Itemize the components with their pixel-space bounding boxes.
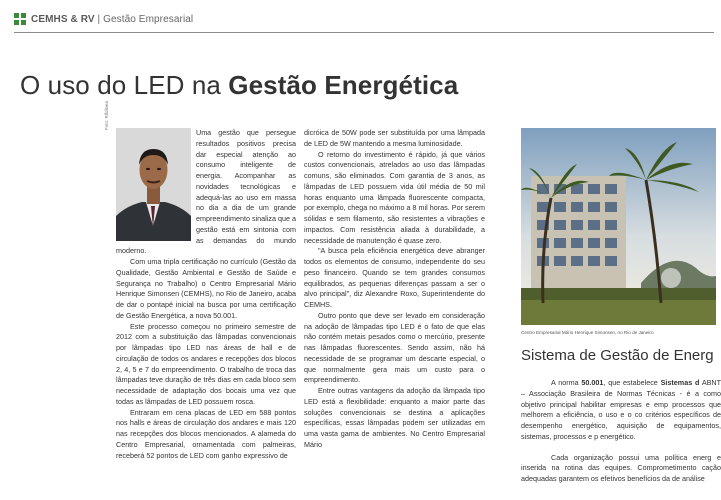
col1-p1-text: Uma gestão que persegue resultados positivos precisa dar especial atenção ao consumo inteligente de energia. Acompanhar as novidades tecnológicas e adequá-las ao uso em massa no dia a dia de um grande empreendimento sinaliza que a gestão está em sintonia com as demandas do mundo moderno.: [116, 128, 296, 256]
building-photo-caption: Centro Empresarial Mário Henrique Simonsen, no Rio de Janeiro: [521, 330, 654, 335]
sidebar-paragraph-1: [521, 378, 721, 443]
page-header: [14, 13, 193, 25]
sidebar-column: [521, 378, 721, 485]
col2-paragraph-4: Outro ponto que deve ser levado em consideração na adoção de lâmpadas tipo LED é o fato de que elas não contém metais pesados como o mercúrio, presente nas lâmpadas fluorescentes. Sendo assim, não há necessidade de se programar um descarte especial, o que normalmente gera mais um custo para o empreendimento.: [304, 310, 485, 385]
sidebar-p1-c: , que estabelece: [603, 378, 661, 387]
article-title: [20, 70, 458, 101]
photo-credit: Foto: Rifolinea: [104, 100, 109, 130]
col1-paragraph-1: [116, 128, 296, 257]
header-rule: [14, 32, 714, 33]
header-text: [31, 14, 193, 25]
building-photo: [521, 128, 716, 325]
sidebar-p1-a: A norma: [551, 378, 582, 387]
col2-paragraph-2: O retorno do investimento é rápido, já que vários custos convencionais, atrelados ao uso das lâmpadas comuns, são eliminados. Com garantia de 3 anos, as lâmpadas de LED possuem vida útil média de 50 mil horas enquanto uma lâmpada fluorescente compacta, por exemplo, chega no máximo a 8 mil horas. Por serem sólidas e sem filamento, são resistentes a vibrações e impactos. Com resistência aliada à durabilidade, a necessidade de manutenção é quase zero.: [304, 149, 485, 245]
article-column-2: [304, 128, 485, 451]
article-column-1: [116, 128, 296, 461]
sidebar-heading: Sistema de Gestão de Energ: [521, 347, 714, 364]
header-section: | Gestão Empresarial: [97, 13, 194, 25]
col1-paragraph-2: Com uma tripla certificação no currículo (Gestão da Qualidade, Gestão Ambiental e Gestão de Saúde e Segurança no Trabalho) o Centro Empresarial Mário Henrique Simonsen (CEMHS), no Rio de Janeiro, acaba de dar o pontapé inicial na busca por uma certificação de Gestão Energética, a nova 50.001.: [116, 257, 296, 320]
title-bold: Gestão Energética: [228, 70, 459, 100]
sidebar-p1-b: 50.001: [581, 378, 604, 387]
sidebar-p1-rest: ABNT – Associação Brasileira de Normas Técnicas - é a como objetivo principal habilitar empresas e emp processos que melhorem a eficiência, o uso e o co critérios específicos de desempenho energético, aquisição de equipamentos, sistemas, processos e p energético.: [521, 378, 721, 441]
col1-paragraph-3: Este processo começou no primeiro semestre de 2012 com a substituição das lâmpadas convencionais por lâmpadas tipo LED nas áreas de hall e de circulação de todos os andares e recepções dos blocos 2, 4, 5 e 7 do empreendimento. O trabalho de troca das lâmpadas teve duração de três dias em cada bloco sem necessidade de adaptação dos bocais uma vez que todas as lâmpadas de LED possuem rosca.: [116, 321, 296, 406]
sidebar-p1-d: Sistemas d: [660, 378, 700, 387]
col2-paragraph-5: Entre outras vantagens da adoção da lâmpada tipo LED está a flexibilidade: enquanto a maior parte das soluções convencionais se destina a aplicações específicas, essas lâmpadas podem ser utilizadas em uma vasta gama de ambientes. No Centro Empresarial Mário: [304, 386, 485, 449]
grid-logo-icon: [14, 13, 26, 25]
col2-quote: "A busca pela eficiência energética deve abranger todos os elementos de consumo, independente do seu peso financeiro. Quando se tem grandes consumos equilibrados, as pequenas diferenças passam a ser o alvo principal", diz Alexandre Roxo, Superintendente do CEMHS.: [304, 246, 485, 309]
col1-paragraph-4: Entraram em cena placas de LED em 588 pontos nos halls e áreas de circulação dos andares e mais 120 nas recepções dos blocos mencionados. A alameda do Centro Empresarial, ornamentada com palmeiras, receberá 52 pontos de LED com ganho expressivo de: [116, 407, 296, 460]
sidebar-paragraph-2: Cada organização possui uma política energ e inserida na rotina das equipes. Comprometimento cação adequadas garantem os efetivos benefícios da de análise: [521, 452, 721, 483]
col2-paragraph-1: dicróica de 50W pode ser substituída por uma lâmpada de LED de 5W mantendo a mesma luminosidade.: [304, 128, 485, 148]
title-light: O uso do LED na: [20, 70, 229, 100]
header-brand: CEMHS & RV: [31, 13, 95, 25]
